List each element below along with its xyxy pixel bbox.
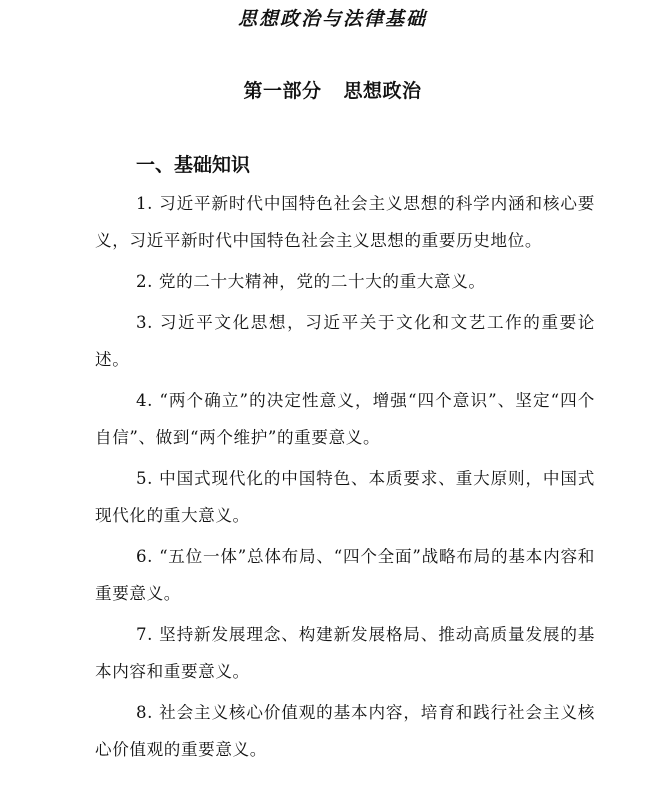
list-item: 7. 坚持新发展理念、构建新发展格局、推动高质量发展的基本内容和重要意义。 — [95, 625, 595, 681]
part-label: 第一部分 — [243, 80, 322, 102]
list-item: 6. “五位一体”总体布局、“四个全面”战略布局的基本内容和重要意义。 — [95, 547, 595, 603]
knowledge-list — [95, 185, 595, 772]
list-item: 4. “两个确立”的决定性意义，增强“四个意识”、坚定“四个自信”、做到“两个维护”的重要意义。 — [95, 391, 595, 447]
list-item: 3. 习近平文化思想，习近平关于文化和文艺工作的重要论述。 — [95, 313, 595, 369]
running-header: 思想政治与法律基础 — [237, 8, 427, 30]
list-item: 2. 党的二十大精神，党的二十大的重大意义。 — [136, 272, 486, 291]
part-title — [0, 76, 665, 103]
list-item: 1. 习近平新时代中国特色社会主义思想的科学内涵和核心要义，习近平新时代中国特色社会主义思想的重要历史地位。 — [95, 194, 595, 250]
list-item: 8. 社会主义核心价值观的基本内容，培育和践行社会主义核心价值观的重要意义。 — [95, 703, 595, 759]
list-item: 5. 中国式现代化的中国特色、本质要求、重大原则，中国式现代化的重大意义。 — [95, 469, 595, 525]
section-heading: 一、基础知识 — [136, 154, 251, 176]
part-name: 思想政治 — [343, 80, 422, 102]
